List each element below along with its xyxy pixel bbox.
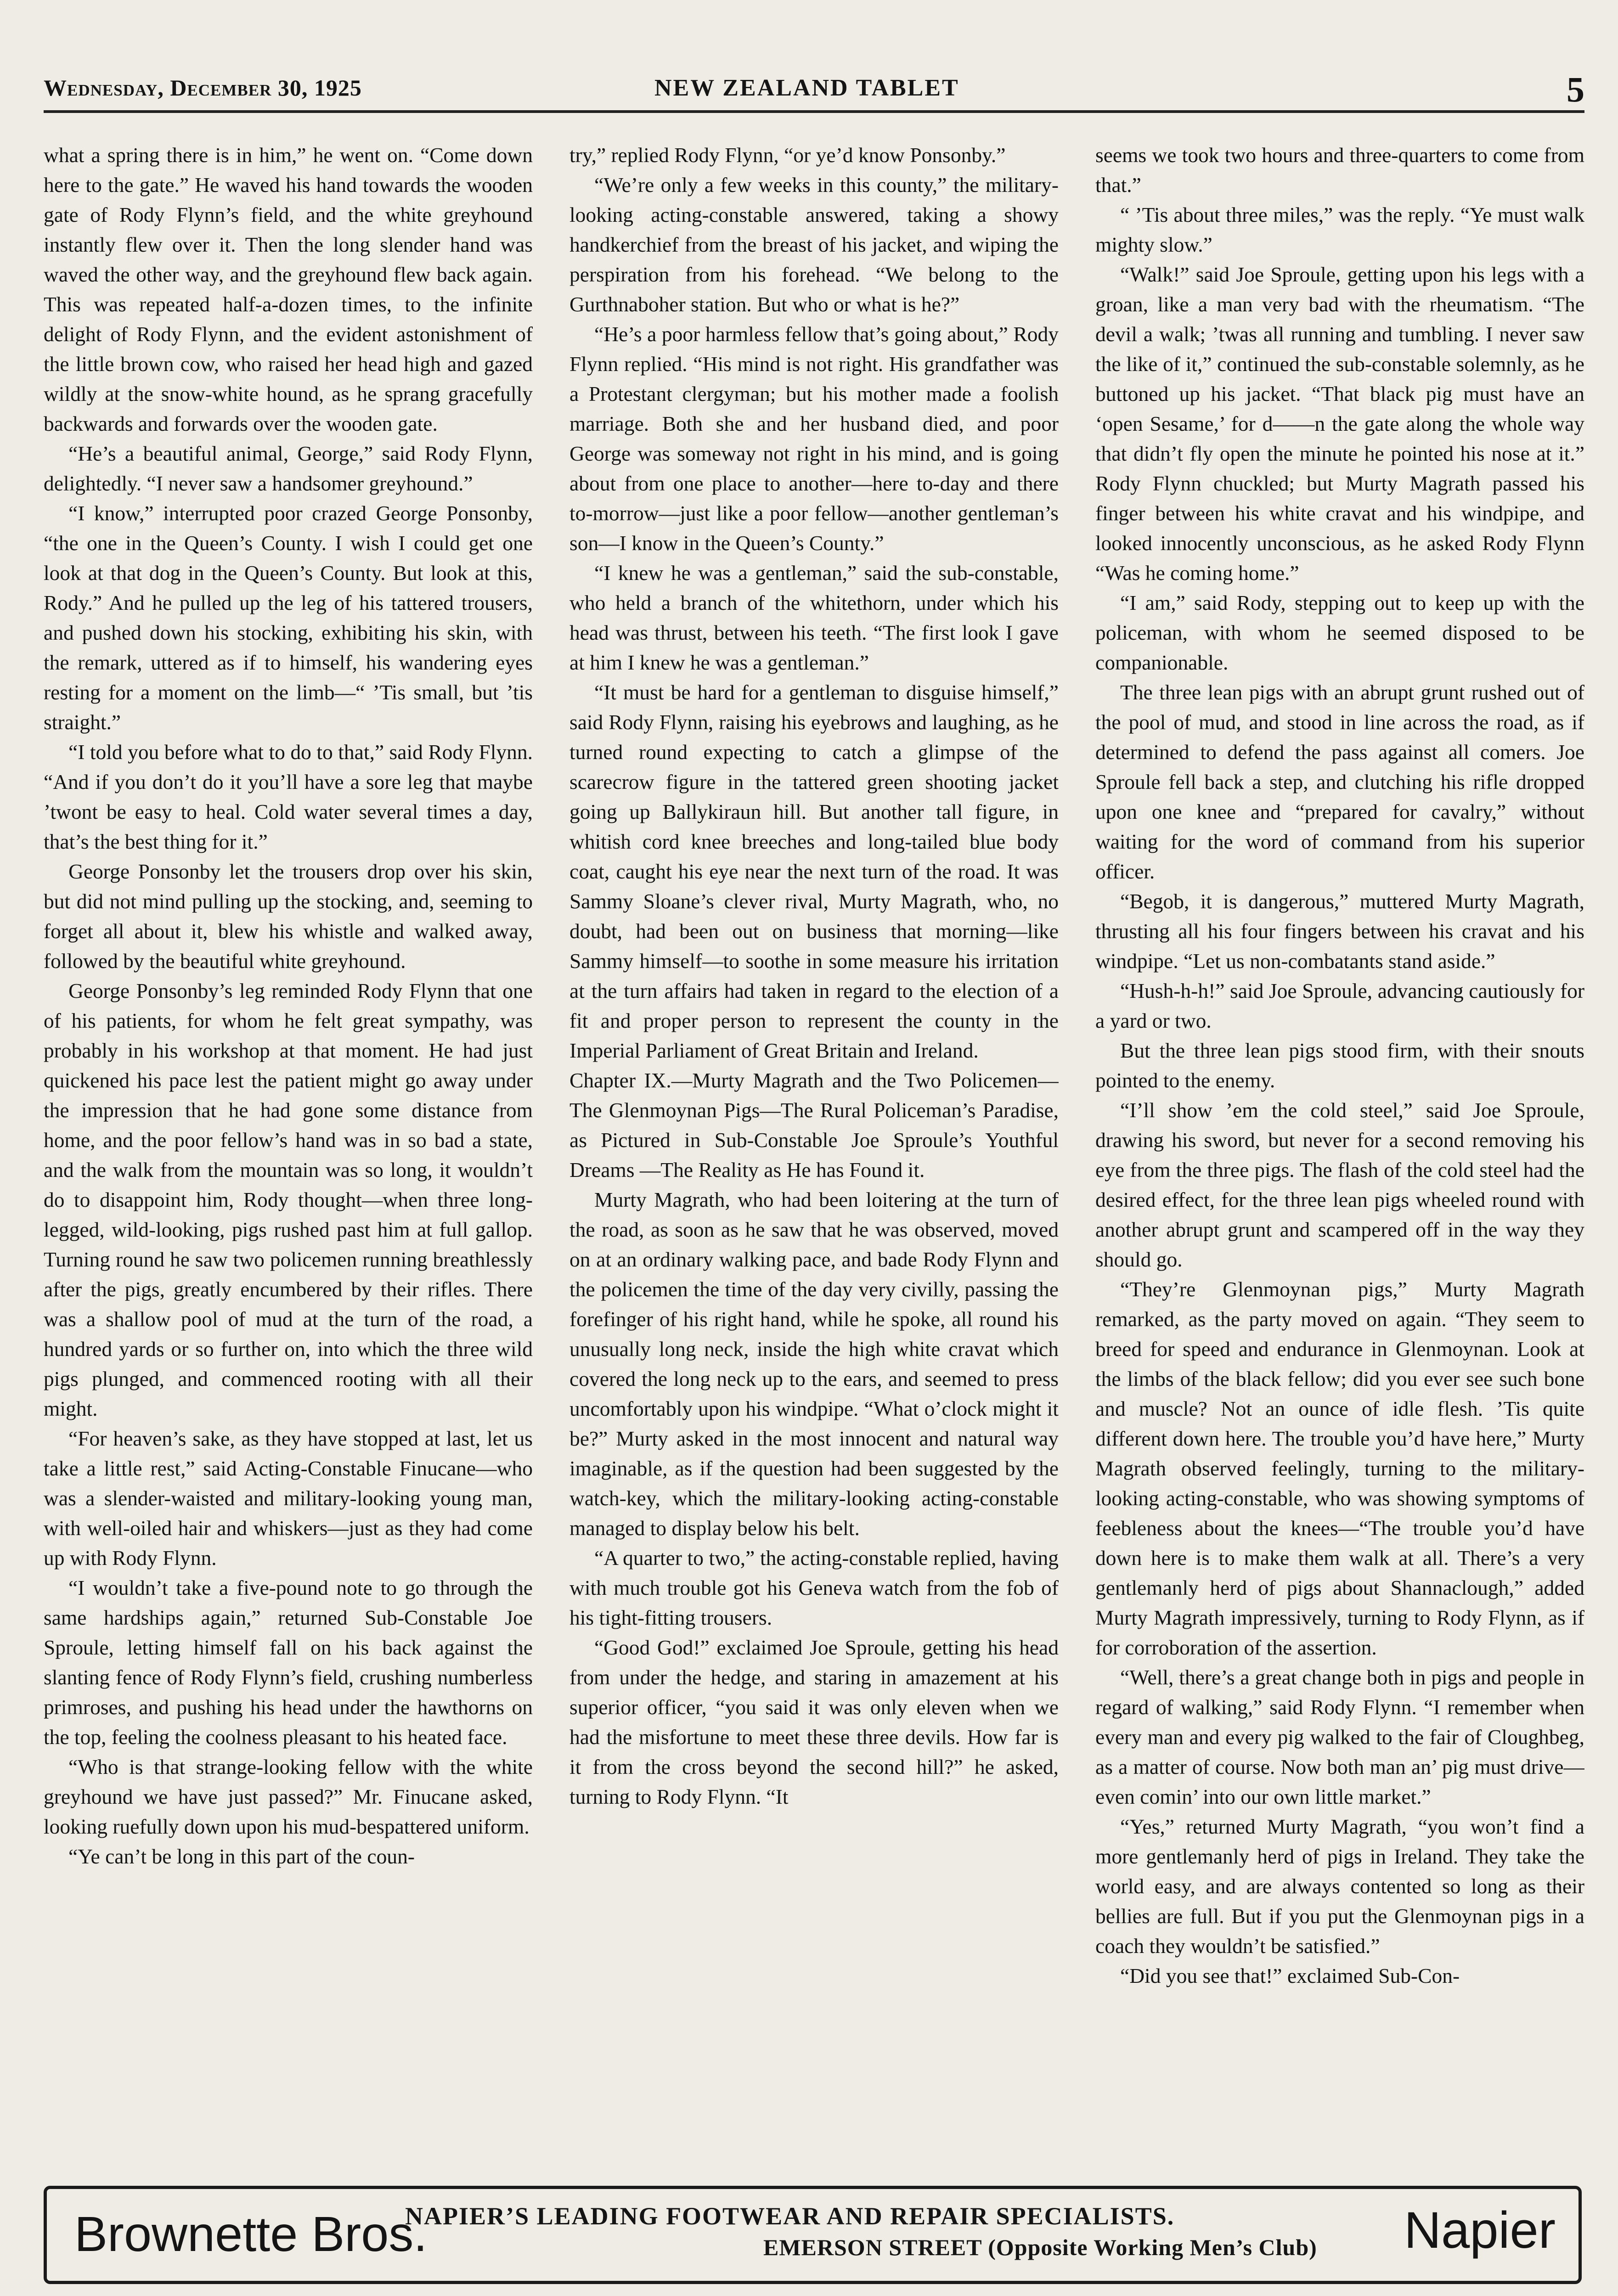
paragraph: “I wouldn’t take a five-pound note to go through the same hardships again,” returned Sub-Constable Joe Sproule, letting himself fall on his back against the slanting fence of Rody Flynn’s field, crushing numberless primroses, and pushing his head under the hawthorns on the top, feeling the coolness pleasant to his heated face. xyxy=(44,1576,533,1749)
ad-address: EMERSON STREET (Opposite Working Men’s Club) xyxy=(763,2234,1317,2260)
ad-tagline: NAPIER’S LEADING FOOTWEAR AND REPAIR SPECIALISTS. xyxy=(405,2202,1175,2230)
paragraph: George Ponsonby’s leg reminded Rody Flynn that one of his patients, for whom he felt great sympathy, was probably in his workshop at that moment. He had just quickened his pace lest the patient might go away under the impression that he had gone some distance from home, and the poor fellow’s hand was in so bad a state, and the walk from the mountain was so long, it wouldn’t do to disappoint him, Rody thought—when three long-legged, wild-looking, pigs rushed past him at full gallop. Turning round he saw two policemen running breathlessly after the pigs, greatly encumbered by their rifles. There was a shallow pool of mud at the turn of the road, a hundred yards or so further on, into which the three wild pigs plunged, and commenced rooting with all their might. xyxy=(44,979,533,1420)
paragraph: what a spring there is in him,” he went on. “Come down here to the gate.” He waved his hand towards the wooden gate of Rody Flynn’s field, and the white greyhound instantly flew over it. Then the long slender hand was waved the other way, and the greyhound flew back again. This was repeated half-a-dozen times, to the infinite delight of Rody Flynn, and the evident astonishment of the little brown cow, who raised her head high and gazed wildly at the snow-white hound, as he sprang gracefully backwards and forwards over the wooden gate. xyxy=(44,143,533,435)
advertisement-box xyxy=(44,2186,1582,2284)
paragraph: “I’ll show ’em the cold steel,” said Joe Sproule, drawing his sword, but never for a second removing his eye from the three pigs. The flash of the cold steel had the desired effect, for the three lean pigs wheeled round with another abrupt grunt and scampered off in the way they should go. xyxy=(1095,1098,1584,1271)
paragraph: “I told you before what to do to that,” said Rody Flynn. “And if you don’t do it you’ll have a sore leg that maybe ’twont be easy to heal. Cold water several times a day, that’s the best thing for it.” xyxy=(44,740,533,853)
issue-date: Wednesday, December 30, 1925 xyxy=(44,75,362,101)
paragraph: “I knew he was a gentleman,” said the sub-constable, who held a branch of the whitethorn, under which his head was thrust, between his teeth. “The first look I gave at him I knew he was a gentleman.” xyxy=(569,561,1059,674)
paragraph: But the three lean pigs stood firm, with their snouts pointed to the enemy. xyxy=(1095,1039,1584,1092)
paragraph: “They’re Glenmoynan pigs,” Murty Magrath remarked, as the party moved on again. “They seem to breed for speed and endurance in Glenmoynan. Look at the limbs of the black fellow; did you ever see such bone and muscle? Not an ounce of idle flesh. ’Tis quite different down here. The trouble you’d have here,” Murty Magrath observed feelingly, turning to the military-looking acting-constable, who was showing symptoms of feebleness about the knees—“The trouble you’d have down here is to make them walk at all. There’s a very gentlemanly herd of pigs about Shannaclough,” added Murty Magrath impressively, turning to Rody Flynn, as if for corroboration of the assertion. xyxy=(1095,1277,1584,1659)
paragraph: George Ponsonby let the trousers drop over his skin, but did not mind pulling up the stocking, and, seeming to forget all about it, blew his whistle and walked away, followed by the beautiful white greyhound. xyxy=(44,860,533,973)
column-2 xyxy=(569,140,1059,2158)
paragraph: “A quarter to two,” the acting-constable replied, having with much trouble got his Geneva watch from the fob of his tight-fitting trousers. xyxy=(569,1546,1059,1629)
page-header xyxy=(44,69,1584,113)
chapter-heading: Chapter IX.—Murty Magrath and the Two Policemen—The Glenmoynan Pigs—The Rural Policeman’s Paradise, as Pictured in Sub-Constable Joe Sproule’s Youthful Dreams —The Reality as He has Found it. xyxy=(569,1069,1059,1182)
paragraph: “We’re only a few weeks in this county,” the military-looking acting-constable answered, taking a showy handkerchief from the breast of his jacket, and wiping the perspiration from his forehead. “We belong to the Gurthnaboher station. But who or what is he?” xyxy=(569,173,1059,316)
paragraph: “Hush-h-h!” said Joe Sproule, advancing cautiously for a yard or two. xyxy=(1095,979,1584,1032)
paragraph: “Well, there’s a great change both in pigs and people in regard of walking,” said Rody Flynn. “I remember when every man and every pig walked to the fair of Cloughbeg, as a matter of course. Now both man an’ pig must drive—even comin’ into our own little market.” xyxy=(1095,1666,1584,1808)
paragraph: “Ye can’t be long in this part of the coun- xyxy=(68,1845,415,1868)
column-3 xyxy=(1095,140,1584,2158)
paragraph: “Begob, it is dangerous,” muttered Murty Magrath, thrusting all his four fingers between his cravat and his windpipe. “Let us non-combatants stand aside.” xyxy=(1095,889,1584,973)
page-number: 5 xyxy=(1567,69,1584,109)
publication-title: NEW ZEALAND TABLET xyxy=(654,75,959,101)
paragraph: “It must be hard for a gentleman to disguise himself,” said Rody Flynn, raising his eyebrows and laughing, as he turned round expecting to catch a glimpse of the scarecrow figure in the tattered green shooting jacket going up Ballykiraun hill. But another tall figure, in whitish cord knee breeches and long-tailed blue body coat, caught his eye near the next turn of the road. It was Sammy Sloane’s clever rival, Murty Magrath, who, no doubt, had been out on business that morning—like Sammy himself—to soothe in some measure his irritation at the turn affairs had taken in regard to the election of a fit and proper person to represent the county in the Imperial Parliament of Great Britain and Ireland. xyxy=(569,681,1059,1062)
paragraph: “Walk!” said Joe Sproule, getting upon his legs with a groan, like a man very bad with the rheumatism. “The devil a walk; ’twas all running and tumbling. I never saw the like of it,” continued the sub-constable solemnly, as he buttoned up his jacket. “That black pig must have an ‘open Sesame,’ for d——n the gate along the whole way that didn’t fly open the minute he pointed his nose at it.” Rody Flynn chuckled; but Murty Magrath passed his finger between his white cravat and his windpipe, and looked innocently unconscious, as he asked Rody Flynn “Was he coming home.” xyxy=(1095,263,1584,585)
paragraph: “He’s a poor harmless fellow that’s going about,” Rody Flynn replied. “His mind is not right. His grandfather was a Protestant clergyman; but his mother made a foolish marriage. Both she and her husband died, and poor George was someway not right in his mind, and is going about from one place to another—here to-day and there to-morrow—just like a poor fellow—another gentleman’s son—I know in the Queen’s County.” xyxy=(569,322,1059,555)
paragraph: “I know,” interrupted poor crazed George Ponsonby, “the one in the Queen’s County. I wish I could get one look at that dog in the Queen’s County. But look at this, Rody.” And he pulled up the leg of his tattered trousers, and pushed down his stocking, exhibiting his skin, with the remark, uttered as if to himself, his wandering eyes resting for a moment on the limb—“ ’Tis small, but ’tis straight.” xyxy=(44,501,533,734)
ad-city: Napier xyxy=(1404,2201,1556,2259)
paragraph: The three lean pigs with an abrupt grunt rushed out of the pool of mud, and stood in line across the road, as if determined to defend the pass against all comers. Joe Sproule fell back a step, and clutching his rifle dropped upon one knee and “prepared for cavalry,” without waiting for the word of command from his superior officer. xyxy=(1095,681,1584,883)
article-columns xyxy=(44,140,1584,2158)
paragraph: Murty Magrath, who had been loitering at the turn of the road, as soon as he saw that he was observed, moved on at an ordinary walking pace, and bade Rody Flynn and the policemen the time of the day very civilly, passing the forefinger of his right hand, while he spoke, all round his unusually long neck, inside the high white cravat which covered the long neck up to the ears, and seemed to press uncomfortably upon his windpipe. “What o’clock might it be?” Murty asked in the most innocent and natural way imaginable, as if the question had been suggested by the watch-key, which the military-looking acting-constable managed to display below his belt. xyxy=(569,1188,1059,1540)
paragraph: seems we took two hours and three-quarters to come from that.” xyxy=(1095,143,1584,197)
ad-brand-name: Brownette Bros. xyxy=(74,2206,428,2262)
paragraph: “ ’Tis about three miles,” was the reply. “Ye must walk mighty slow.” xyxy=(1095,203,1584,256)
paragraph: “I am,” said Rody, stepping out to keep up with the policeman, with whom he seemed disposed to be companionable. xyxy=(1095,591,1584,674)
paragraph: “Yes,” returned Murty Magrath, “you won’t find a more gentlemanly herd of pigs in Ireland. They take the world easy, and are always contented so long as their bellies are full. But if you put the Glenmoynan pigs in a coach they wouldn’t be satisfied.” xyxy=(1095,1815,1584,1958)
paragraph: “For heaven’s sake, as they have stopped at last, let us take a little rest,” said Acting-Constable Finucane—who was a slender-waisted and military-looking young man, with well-oiled hair and whiskers—just as they had come up with Rody Flynn. xyxy=(44,1427,533,1570)
paragraph: “Who is that strange-looking fellow with the white greyhound we have just passed?” Mr. Finucane asked, looking ruefully down upon his mud-bespattered uniform. xyxy=(44,1755,533,1838)
paragraph: “Did you see that!” exclaimed Sub-Con- xyxy=(1120,1964,1460,1987)
paragraph: try,” replied Rody Flynn, “or ye’d know Ponsonby.” xyxy=(569,143,1006,167)
paragraph: “Good God!” exclaimed Joe Sproule, getting his head from under the hedge, and staring in amazement at his superior officer, “you said it was only eleven when we had the misfortune to meet these three devils. How far is it from the cross beyond the second hill?” he asked, turning to Rody Flynn. “It xyxy=(569,1636,1059,1808)
column-1 xyxy=(44,140,533,2158)
paragraph: “He’s a beautiful animal, George,” said Rody Flynn, delightedly. “I never saw a handsomer greyhound.” xyxy=(44,442,533,495)
